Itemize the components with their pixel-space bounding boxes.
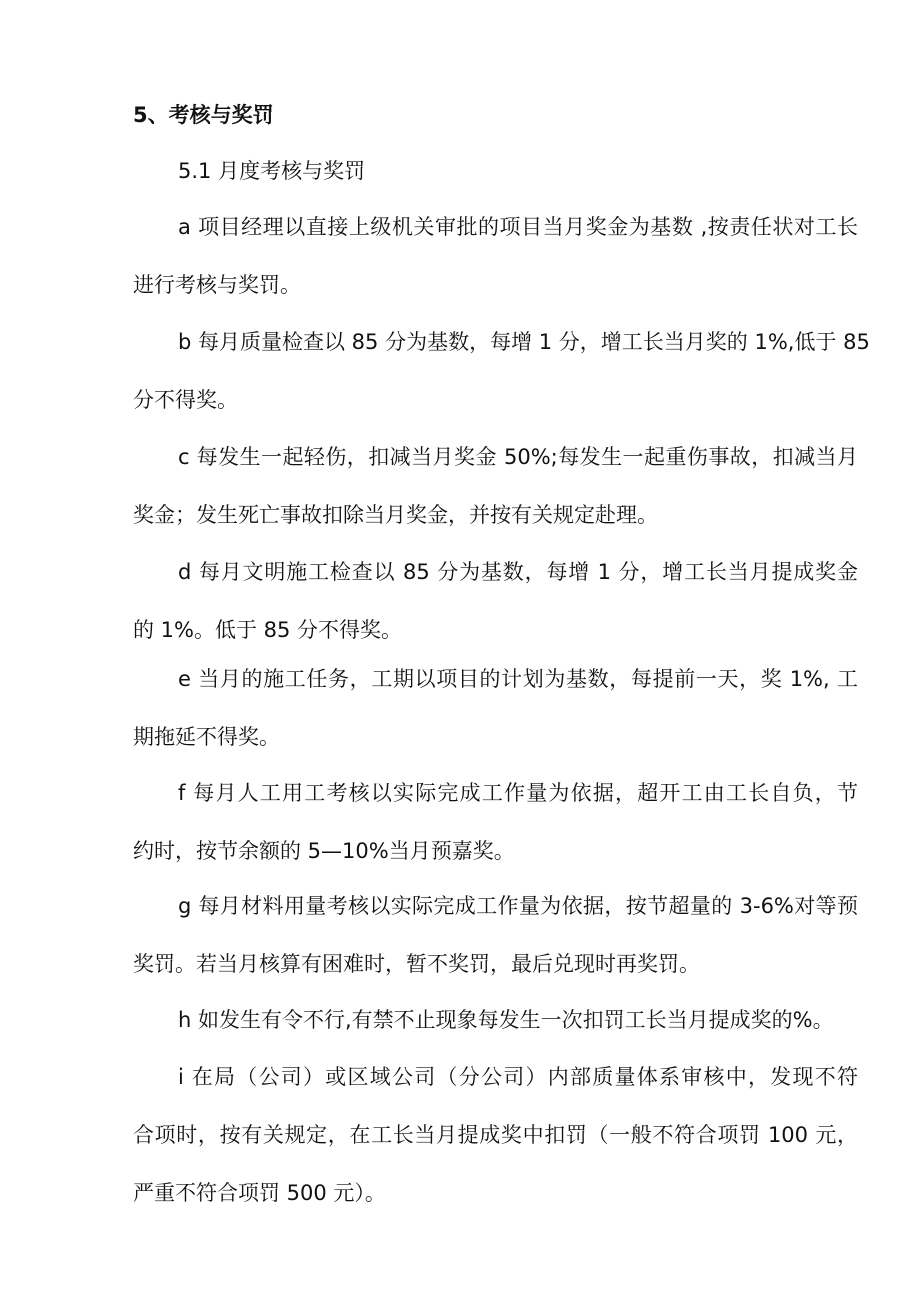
paragraph-line: 约时，按节余额的 5—10%当月预嘉奖。 (133, 839, 515, 863)
paragraph-c (133, 428, 858, 544)
paragraph-e (133, 650, 858, 766)
paragraph-line: b 每月质量检查以 85 分为基数，每增 1 分，增工长当月奖的 1%,低于 85 (178, 330, 870, 354)
paragraph-line: e 当月的施工任务，工期以项目的计划为基数，每提前一天，奖 1%, 工 (178, 667, 858, 691)
paragraph-a (133, 198, 858, 314)
paragraph-b (133, 313, 870, 429)
paragraph-line: g 每月材料用量考核以实际完成工作量为依据，按节超量的 3-6%对等预 (178, 894, 858, 918)
paragraph-line: 的 1%。低于 85 分不得奖。 (133, 618, 403, 642)
paragraph-line: h 如发生有令不行,有禁不止现象每发生一次扣罚工长当月提成奖的%。 (178, 1008, 834, 1032)
paragraph-line: c 每发生一起轻伤，扣减当月奖金 50%;每发生一起重伤事故，扣减当月 (178, 445, 858, 469)
paragraph-g (133, 877, 858, 993)
paragraph-line: d 每月文明施工检查以 85 分为基数，每增 1 分，增工长当月提成奖金 (178, 560, 858, 584)
paragraph-line: 奖金；发生死亡事故扣除当月奖金，并按有关规定赴理。 (133, 503, 658, 527)
paragraph-line: 合项时，按有关规定，在工长当月提成奖中扣罚（一般不符合项罚 100 元， (133, 1123, 858, 1147)
paragraph-line: 奖罚。若当月核算有困难时，暂不奖罚，最后兑现时再奖罚。 (133, 952, 700, 976)
paragraph-line: 分不得奖。 (133, 388, 238, 412)
subsection-heading: 5.1 月度考核与奖罚 (178, 159, 366, 183)
paragraph-line: i 在局（公司）或区域公司（分公司）内部质量体系审核中，发现不符 (178, 1065, 858, 1089)
paragraph-d (133, 543, 858, 659)
paragraph-line: 期拖延不得奖。 (133, 725, 280, 749)
paragraph-line: 严重不符合项罚 500 元）。 (133, 1181, 386, 1205)
paragraph-i (133, 1048, 858, 1222)
paragraph-f (133, 764, 858, 880)
paragraph-line: a 项目经理以直接上级机关审批的项目当月奖金为基数 ,按责任状对工长 (178, 215, 858, 239)
paragraph-h (133, 991, 858, 1049)
section-heading: 5、考核与奖罚 (133, 103, 274, 127)
paragraph-line: 进行考核与奖罚。 (133, 273, 301, 297)
paragraph-line: f 每月人工用工考核以实际完成工作量为依据，超开工由工长自负，节 (178, 781, 858, 805)
